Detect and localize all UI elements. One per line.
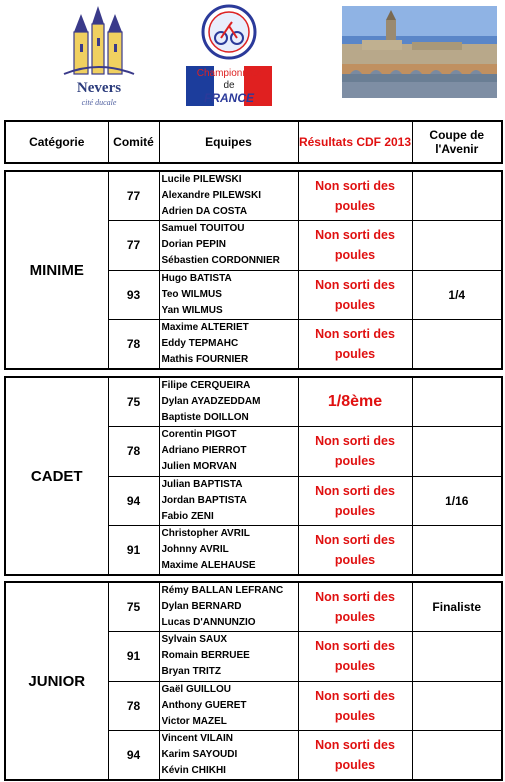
comite-cell: 93 — [108, 270, 159, 320]
header-coupe: Coupe de l'Avenir — [412, 121, 502, 163]
nevers-city-photo — [342, 6, 497, 98]
championnats-de-france-logo — [186, 2, 272, 110]
header-resultats: Résultats CDF 2013 — [298, 121, 412, 163]
team-cell — [159, 270, 298, 320]
rider-name: Sébastien CORDONNIER — [161, 255, 280, 267]
rider-name: Maxime ALTERIET — [161, 322, 249, 333]
rider-name: Baptiste DOILLON — [161, 412, 249, 423]
coupe-cell — [412, 377, 502, 427]
comite-cell: 77 — [108, 221, 159, 271]
rider-name: Mathis FOURNIER — [161, 354, 249, 365]
rider-name: Maxime ALEHAUSE — [161, 560, 256, 571]
coupe-cell — [412, 427, 502, 477]
coupe-cell: 1/4 — [412, 270, 502, 320]
city-landscape-image — [342, 6, 497, 98]
cdf-line1: Championnats — [196, 68, 262, 79]
rider-name: Alexandre PILEWSKI — [161, 190, 261, 201]
rider-name: Julien MORVAN — [161, 461, 237, 473]
comite-cell: 77 — [108, 171, 159, 221]
nevers-cathedral-icon — [60, 2, 138, 82]
column-header-row — [5, 121, 502, 163]
result-cell: Non sorti des poules — [298, 171, 412, 221]
comite-cell: 78 — [108, 320, 159, 370]
team-cell — [159, 171, 298, 221]
team-cell — [159, 632, 298, 682]
coupe-cell — [412, 681, 502, 731]
coupe-cell — [412, 526, 502, 576]
team-cell — [159, 320, 298, 370]
rider-name: Yan WILMUS — [161, 304, 223, 316]
coupe-cell — [412, 171, 502, 221]
section-junior — [4, 581, 503, 781]
rider-name: Adrien DA COSTA — [161, 206, 248, 217]
nevers-logo-subtitle: cité ducale — [81, 98, 117, 107]
team-cell — [159, 681, 298, 731]
column-header-table — [4, 120, 503, 164]
section-cadet — [4, 376, 503, 576]
team-cell — [159, 582, 298, 632]
rider-name: Vincent VILAIN — [161, 733, 233, 744]
coupe-cell: 1/16 — [412, 476, 502, 526]
team-cell — [159, 731, 298, 781]
rider-name: Julian BAPTISTA — [161, 478, 243, 490]
rider-name: Romain BERRUEE — [161, 650, 250, 662]
rider-name: Kévin CHIKHI — [161, 765, 226, 776]
team-cell — [159, 476, 298, 526]
rider-name: Fabio ZENI — [161, 510, 214, 522]
category-label: JUNIOR — [5, 582, 108, 780]
result-cell: Non sorti des poules — [298, 270, 412, 320]
rider-name: Dylan BERNARD — [161, 601, 242, 612]
cdf-line2: de — [223, 80, 235, 91]
comite-cell: 91 — [108, 526, 159, 576]
result-cell: Non sorti des poules — [298, 320, 412, 370]
team-row — [5, 582, 502, 632]
comite-cell: 78 — [108, 427, 159, 477]
rider-name: Sylvain SAUX — [161, 634, 228, 646]
rider-name: Jordan BAPTISTA — [161, 494, 247, 506]
rider-name: Filipe CERQUEIRA — [161, 380, 251, 391]
comite-cell: 94 — [108, 731, 159, 781]
comite-cell: 75 — [108, 377, 159, 427]
rider-name: Corentin PIGOT — [161, 429, 237, 441]
coupe-cell — [412, 632, 502, 682]
team-cell — [159, 377, 298, 427]
team-row — [5, 377, 502, 427]
team-cell — [159, 427, 298, 477]
championnats-text — [186, 68, 272, 108]
result-cell: 1/8ème — [298, 377, 412, 427]
result-cell: Non sorti des poules — [298, 427, 412, 477]
header-comite: Comité — [108, 121, 159, 163]
team-cell — [159, 526, 298, 576]
coupe-cell — [412, 731, 502, 781]
nevers-logo-name: Nevers — [76, 80, 122, 96]
rider-name: Lucile PILEWSKI — [161, 174, 242, 185]
team-row — [5, 171, 502, 221]
rider-name: Eddy TEPMAHC — [161, 338, 239, 349]
rider-name: Gaël GUILLOU — [161, 683, 231, 695]
result-cell: Non sorti des poules — [298, 582, 412, 632]
rider-name: Anthony GUERET — [161, 699, 247, 711]
rider-name: Hugo BATISTA — [161, 272, 232, 284]
result-cell: Non sorti des poules — [298, 526, 412, 576]
rider-name: Christopher AVRIL — [161, 528, 250, 539]
rider-name: Teo WILMUS — [161, 288, 222, 300]
coupe-cell: Finaliste — [412, 582, 502, 632]
rider-name: Victor MAZEL — [161, 715, 227, 727]
result-cell: Non sorti des poules — [298, 681, 412, 731]
header-logos — [0, 0, 505, 118]
comite-cell: 94 — [108, 476, 159, 526]
header-equipes: Equipes — [159, 121, 298, 163]
category-label: CADET — [5, 377, 108, 575]
result-cell: Non sorti des poules — [298, 476, 412, 526]
ffc-emblem-icon — [186, 2, 272, 64]
comite-cell: 91 — [108, 632, 159, 682]
rider-name: Bryan TRITZ — [161, 666, 221, 678]
coupe-cell — [412, 320, 502, 370]
result-cell: Non sorti des poules — [298, 632, 412, 682]
coupe-cell — [412, 221, 502, 271]
result-cell: Non sorti des poules — [298, 731, 412, 781]
rider-name: Karim SAYOUDI — [161, 749, 238, 760]
team-cell — [159, 221, 298, 271]
cdf-line3: FRANCE — [204, 91, 254, 105]
category-label: MINIME — [5, 171, 108, 369]
nevers-logo — [60, 2, 138, 110]
rider-name: Lucas D'ANNUNZIO — [161, 617, 256, 628]
rider-name: Adriano PIERROT — [161, 445, 247, 457]
header-categorie: Catégorie — [5, 121, 108, 163]
result-cell: Non sorti des poules — [298, 221, 412, 271]
rider-name: Rémy BALLAN LEFRANC — [161, 585, 284, 596]
comite-cell: 75 — [108, 582, 159, 632]
section-minime — [4, 170, 503, 370]
comite-cell: 78 — [108, 681, 159, 731]
rider-name: Samuel TOUITOU — [161, 223, 245, 235]
rider-name: Johnny AVRIL — [161, 544, 229, 555]
rider-name: Dylan AYADZEDDAM — [161, 396, 261, 407]
rider-name: Dorian PEPIN — [161, 239, 226, 251]
